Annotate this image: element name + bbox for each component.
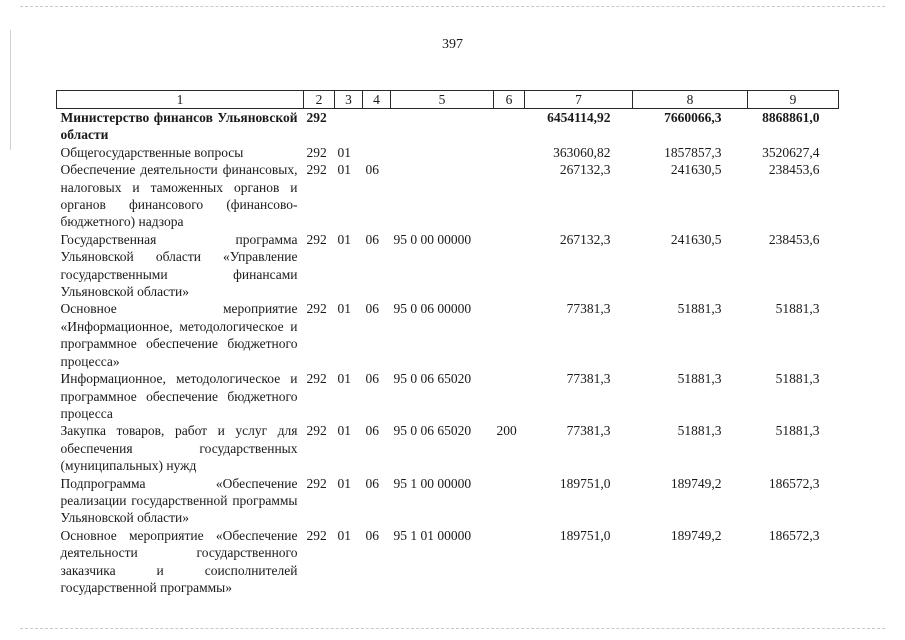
column-header-8: 8 (633, 91, 748, 109)
row-value-8: 241630,5 (670, 231, 722, 247)
row-value-9: 186572,3 (768, 527, 820, 543)
row-name: Общегосударственные вопросы (60, 144, 244, 160)
table-row (57, 370, 839, 422)
row-value-7: 363060,82 (553, 144, 611, 160)
row-value-8: 51881,3 (677, 423, 722, 439)
row-value-7: 77381,3 (566, 423, 611, 439)
scan-border-top (20, 6, 885, 9)
scan-border-bottom (20, 628, 885, 631)
page-number: 397 (442, 37, 463, 52)
row-name: Обеспечение деятельности финансовых, налоговых и таможенных органов и органов финансового (финансово-бюджетного) надзора (60, 162, 298, 230)
row-code-6 (494, 144, 525, 161)
row-code-4: 06 (365, 231, 379, 247)
row-code-3: 01 (337, 144, 351, 160)
row-name: Министерство финансов Ульяновской области (60, 110, 298, 143)
row-value-9: 51881,3 (775, 423, 820, 439)
row-code-6 (494, 231, 525, 301)
row-code-5: 95 0 06 00000 (393, 301, 472, 317)
column-header-9: 9 (748, 91, 839, 109)
row-code-4: 06 (365, 475, 379, 491)
row-code-3: 01 (337, 162, 351, 178)
row-code-6 (494, 527, 525, 597)
row-code-3: 01 (337, 301, 351, 317)
row-code-6 (494, 161, 525, 231)
row-value-9: 51881,3 (775, 371, 820, 387)
row-code-3 (335, 109, 363, 144)
row-value-7: 267132,3 (559, 231, 611, 247)
row-code-6 (494, 300, 525, 370)
row-value-7: 77381,3 (566, 301, 611, 317)
table-row (57, 527, 839, 597)
row-code-2: 292 (306, 231, 327, 247)
row-code-5: 95 1 00 00000 (393, 475, 472, 491)
column-header-2: 2 (304, 91, 335, 109)
header-row (57, 91, 839, 109)
row-code-2: 292 (306, 162, 327, 178)
row-code-5: 95 0 06 65020 (393, 423, 472, 439)
column-header-6: 6 (494, 91, 525, 109)
row-code-4 (363, 109, 391, 144)
row-name: Информационное, методологическое и программное обеспечение бюджетного процесса (60, 371, 298, 421)
row-code-6 (494, 370, 525, 422)
table-row (57, 231, 839, 301)
table-row (57, 161, 839, 231)
row-name: Государственная программа Ульяновской области «Управление государственными финансами Ульяновской области» (60, 231, 298, 300)
row-code-6 (494, 475, 525, 527)
row-value-8: 189749,2 (670, 527, 722, 543)
row-value-8: 51881,3 (677, 301, 722, 317)
row-code-4: 06 (365, 162, 379, 178)
row-code-3: 01 (337, 527, 351, 543)
row-code-5 (391, 109, 494, 144)
row-value-7: 77381,3 (566, 371, 611, 387)
column-header-5: 5 (391, 91, 494, 109)
row-code-2: 292 (306, 301, 327, 317)
row-code-4 (363, 144, 391, 161)
row-code-4: 06 (365, 301, 379, 317)
row-name: Основное мероприятие «Информационное, методологическое и программное обеспечение бюджетного процесса» (60, 301, 298, 369)
row-code-3: 01 (337, 423, 351, 439)
table-row (57, 144, 839, 161)
row-code-5: 95 0 06 65020 (393, 371, 472, 387)
table-row (57, 475, 839, 527)
row-code-2: 292 (306, 110, 327, 125)
row-code-6 (494, 109, 525, 144)
column-header-1: 1 (57, 91, 304, 109)
row-code-6: 200 (496, 423, 517, 439)
row-name: Основное мероприятие «Обеспечение деятельности государственного заказчика и соисполнителей государственной программы» (60, 527, 298, 595)
row-code-3: 01 (337, 371, 351, 387)
row-value-7: 6454114,92 (547, 110, 611, 125)
row-value-8: 1857857,3 (664, 144, 722, 160)
row-code-5 (391, 161, 494, 231)
row-value-7: 267132,3 (559, 162, 611, 178)
table-row (57, 300, 839, 370)
row-value-8: 189749,2 (670, 475, 722, 491)
row-value-9: 238453,6 (768, 231, 820, 247)
row-value-9: 186572,3 (768, 475, 820, 491)
column-header-3: 3 (335, 91, 363, 109)
row-code-3: 01 (337, 475, 351, 491)
row-value-9: 51881,3 (775, 301, 820, 317)
row-value-9: 3520627,4 (762, 144, 820, 160)
budget-table (56, 90, 839, 596)
row-value-7: 189751,0 (559, 475, 611, 491)
row-code-2: 292 (306, 475, 327, 491)
row-value-9: 8868861,0 (762, 110, 820, 125)
row-code-4: 06 (365, 423, 379, 439)
row-name: Закупка товаров, работ и услуг для обеспечения государственных (муниципальных) нужд (60, 423, 298, 474)
row-code-5: 95 0 00 00000 (393, 231, 472, 247)
row-code-3: 01 (337, 231, 351, 247)
row-code-2: 292 (306, 423, 327, 439)
column-header-4: 4 (363, 91, 391, 109)
row-code-2: 292 (306, 527, 327, 543)
column-header-7: 7 (525, 91, 633, 109)
row-code-5 (391, 144, 494, 161)
row-value-7: 189751,0 (559, 527, 611, 543)
row-code-4: 06 (365, 527, 379, 543)
row-code-2: 292 (306, 371, 327, 387)
row-value-8: 241630,5 (670, 162, 722, 178)
row-value-8: 51881,3 (677, 371, 722, 387)
table-row (57, 422, 839, 474)
row-name: Подпрограмма «Обеспечение реализации государственной программы Ульяновской области» (60, 475, 298, 526)
row-code-4: 06 (365, 371, 379, 387)
row-value-9: 238453,6 (768, 162, 820, 178)
row-code-2: 292 (306, 144, 327, 160)
table-row (57, 109, 839, 144)
row-code-5: 95 1 01 00000 (393, 527, 472, 543)
row-value-8: 7660066,3 (664, 110, 722, 125)
